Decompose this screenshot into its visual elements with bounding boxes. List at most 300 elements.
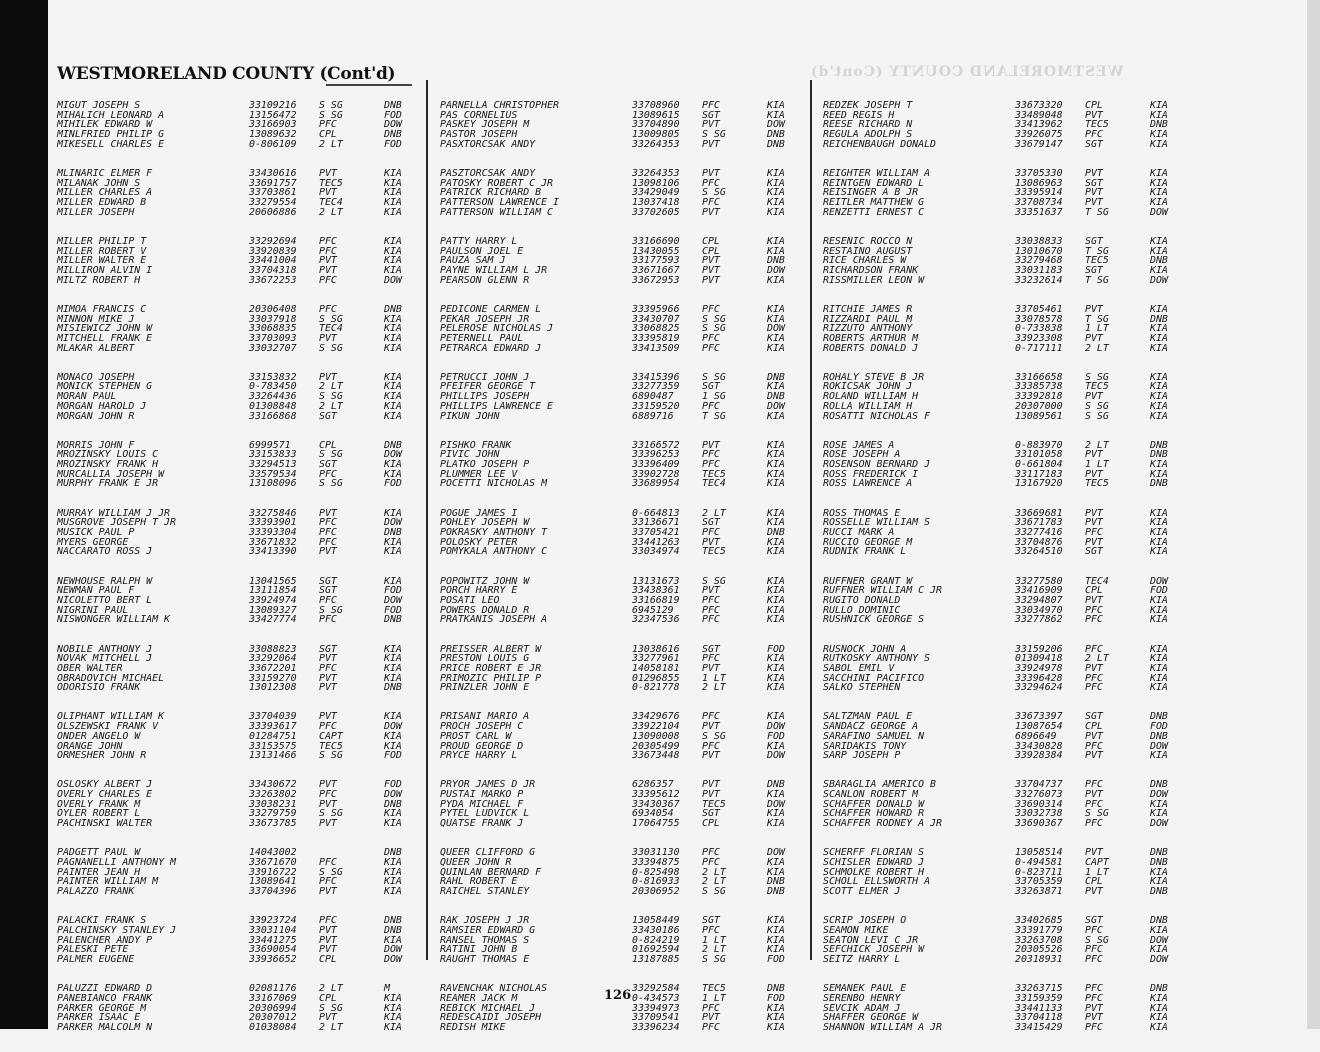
roster-rank: CAPT bbox=[1085, 857, 1109, 868]
roster-serial: 14058181 bbox=[632, 662, 680, 674]
roster-rank: 2 LT bbox=[319, 381, 343, 393]
roster-name: REBICK MICHAEL J bbox=[440, 1002, 536, 1014]
roster-rank: PVT bbox=[319, 255, 337, 267]
roster-status: DOW bbox=[1150, 274, 1168, 286]
roster-rank: PFC bbox=[319, 303, 337, 315]
roster-name: PACHINSKI WALTER bbox=[57, 818, 153, 830]
roster-rank: S SG bbox=[319, 808, 343, 820]
roster-serial: 33704039 bbox=[249, 711, 297, 723]
roster-name: RULLO DOMINIC bbox=[823, 604, 901, 616]
roster-name: PRESTON LOUIS G bbox=[440, 653, 530, 665]
roster-status: DNB bbox=[384, 129, 402, 141]
roster-name: PRYOR JAMES D JR bbox=[440, 779, 536, 791]
roster-name: SARIDAKIS TONY bbox=[823, 740, 907, 752]
roster-serial: 6934054 bbox=[632, 808, 674, 820]
roster-rank: S SG bbox=[1085, 808, 1109, 820]
roster-name: NOVAK MITCHELL J bbox=[57, 653, 153, 665]
roster-status: DOW bbox=[767, 847, 785, 859]
roster-rank: CPL bbox=[319, 129, 337, 141]
roster-name: MILLER WALTER E bbox=[57, 255, 147, 267]
roster-rank: PFC bbox=[319, 517, 337, 529]
roster-status: KIA bbox=[384, 857, 402, 868]
roster-rank: PVT bbox=[702, 585, 720, 597]
roster-name: SEAMON MIKE bbox=[823, 924, 889, 936]
roster-rank: TEC5 bbox=[702, 546, 726, 558]
roster-serial: 20307012 bbox=[249, 1012, 297, 1024]
roster-serial: 33396428 bbox=[1015, 672, 1063, 684]
roster-status: KIA bbox=[767, 653, 785, 665]
roster-rank: PFC bbox=[702, 527, 720, 538]
roster-name: RUFFNER GRANT W bbox=[823, 575, 913, 587]
roster-rank: 1 LT bbox=[702, 934, 726, 946]
roster-rank: PFC bbox=[1085, 682, 1103, 694]
roster-rank: PVT bbox=[702, 779, 720, 791]
roster-name: NOBILE ANTHONY J bbox=[57, 643, 153, 655]
roster-serial: 33031104 bbox=[249, 924, 297, 936]
roster-status: KIA bbox=[1150, 1021, 1168, 1033]
roster-serial: 20306952 bbox=[632, 886, 680, 898]
roster-serial: 33924974 bbox=[249, 594, 297, 606]
roster-status: KIA bbox=[1150, 750, 1168, 762]
roster-serial: 0-733838 bbox=[1015, 323, 1063, 335]
roster-status: KIA bbox=[1150, 662, 1168, 674]
roster-serial: 20307000 bbox=[1015, 400, 1063, 412]
roster-status: KIA bbox=[767, 818, 785, 830]
roster-status: DOW bbox=[384, 954, 402, 965]
roster-rank: S SG bbox=[702, 187, 726, 199]
page-number: 126 bbox=[604, 988, 632, 1003]
roster-serial: 33394973 bbox=[632, 1002, 680, 1014]
roster-rank: PVT bbox=[702, 167, 720, 179]
roster-status: KIA bbox=[1150, 992, 1168, 1004]
roster-serial: 33263802 bbox=[249, 789, 297, 801]
roster-serial: 33166572 bbox=[632, 439, 680, 451]
roster-status: DOW bbox=[767, 750, 785, 762]
roster-status: DNB bbox=[384, 439, 402, 451]
roster-name: PATOSKY ROBERT C JR bbox=[440, 177, 553, 189]
roster-status: KIA bbox=[384, 992, 402, 1004]
roster-name: RISSMILLER LEON W bbox=[823, 274, 925, 286]
roster-status: KIA bbox=[384, 672, 402, 684]
roster-serial: 0-434573 bbox=[632, 992, 680, 1004]
roster-serial: 33292064 bbox=[249, 653, 297, 665]
roster-name: PARKER MALCOLM N bbox=[57, 1021, 153, 1033]
roster-serial: 33704318 bbox=[249, 264, 297, 276]
roster-name: RANSEL THOMAS S bbox=[440, 934, 530, 946]
roster-serial: 33395612 bbox=[632, 789, 680, 801]
roster-status: KIA bbox=[384, 876, 402, 888]
roster-serial: 13086963 bbox=[1015, 177, 1063, 189]
roster-name: PFEIFER GEORGE T bbox=[440, 381, 536, 393]
roster-serial: 0-824219 bbox=[632, 934, 680, 946]
roster-status: DOW bbox=[384, 789, 402, 801]
roster-status: FOD bbox=[384, 779, 402, 791]
roster-serial: 33672253 bbox=[249, 274, 297, 286]
roster-serial: 33159359 bbox=[1015, 992, 1063, 1004]
roster-name: SEITZ HARRY L bbox=[823, 954, 901, 965]
roster-rank: CPL bbox=[1085, 721, 1103, 733]
roster-status: DNB bbox=[384, 798, 402, 810]
roster-status: KIA bbox=[384, 886, 402, 898]
roster-serial: 33673785 bbox=[249, 818, 297, 830]
roster-serial: 33679147 bbox=[1015, 138, 1063, 150]
roster-status: DNB bbox=[384, 847, 402, 859]
roster-status: DOW bbox=[767, 798, 785, 810]
roster-rank: PFC bbox=[319, 662, 337, 674]
roster-status: KIA bbox=[1150, 410, 1168, 422]
roster-rank: PVT bbox=[319, 187, 337, 199]
roster-status: FOD bbox=[767, 992, 785, 1004]
roster-name: QUATSE FRANK J bbox=[440, 818, 524, 830]
roster-status: KIA bbox=[1150, 507, 1168, 519]
roster-name: MUSICK PAUL P bbox=[57, 527, 135, 538]
roster-rank: PVT bbox=[1085, 332, 1103, 344]
roster-rank: TEC5 bbox=[702, 798, 726, 810]
roster-rank: PVT bbox=[1085, 303, 1103, 315]
roster-status: KIA bbox=[767, 682, 785, 694]
roster-name: QUINLAN BERNARD F bbox=[440, 866, 542, 878]
column-divider bbox=[810, 80, 812, 960]
roster-name: RESTAINO AUGUST bbox=[823, 245, 913, 257]
roster-serial: 33153832 bbox=[249, 371, 297, 383]
roster-status: KIA bbox=[1150, 264, 1168, 276]
roster-rank: PVT bbox=[319, 507, 337, 519]
roster-rank: 2 LT bbox=[1085, 342, 1109, 354]
roster-rank: PVT bbox=[702, 750, 720, 762]
roster-rank: S SG bbox=[702, 371, 726, 383]
roster-rank: PFC bbox=[319, 235, 337, 247]
roster-rank: SGT bbox=[319, 410, 337, 422]
roster-rank: PVT bbox=[702, 662, 720, 674]
roster-rank: PVT bbox=[1085, 391, 1103, 403]
roster-name: SCHOLL ELLSWORTH A bbox=[823, 876, 931, 888]
roster-serial: 13098106 bbox=[632, 177, 680, 189]
roster-serial: 0-717111 bbox=[1015, 342, 1063, 354]
roster-rank: PVT bbox=[1085, 109, 1103, 121]
roster-rank: SGT bbox=[1085, 138, 1103, 150]
roster-rank: PFC bbox=[702, 594, 720, 606]
roster-rank: PFC bbox=[1085, 527, 1103, 538]
roster-name: PATTERSON LAWRENCE I bbox=[440, 197, 559, 208]
roster-rank: PFC bbox=[1085, 983, 1103, 995]
roster-rank: PVT bbox=[319, 944, 337, 956]
roster-rank: 2 LT bbox=[702, 866, 726, 878]
roster-serial: 13111854 bbox=[249, 585, 297, 597]
roster-serial: 33396234 bbox=[632, 1021, 680, 1033]
roster-name: PRISANI MARIO A bbox=[440, 711, 530, 723]
roster-serial: 33277359 bbox=[632, 381, 680, 393]
roster-serial: 33923308 bbox=[1015, 332, 1063, 344]
roster-status: FOD bbox=[1150, 721, 1168, 733]
roster-serial: 13041565 bbox=[249, 575, 297, 587]
roster-status: KIA bbox=[767, 235, 785, 247]
roster-serial: 33166819 bbox=[632, 594, 680, 606]
roster-name: PANEBIANCO FRANK bbox=[57, 992, 153, 1004]
roster-serial: 33395914 bbox=[1015, 187, 1063, 199]
roster-status: DOW bbox=[384, 944, 402, 956]
roster-name: SEVCIK ADAM J bbox=[823, 1002, 901, 1014]
roster-status: DOW bbox=[384, 594, 402, 606]
roster-name: MONACO JOSEPH bbox=[57, 371, 135, 383]
roster-serial: 33704737 bbox=[1015, 779, 1063, 791]
roster-name: NIGRINI PAUL bbox=[57, 604, 129, 616]
roster-rank: CPL bbox=[319, 439, 337, 451]
roster-name: PEARSON GLENN R bbox=[440, 274, 530, 286]
roster-name: PAINTER WILLIAM M bbox=[57, 876, 159, 888]
roster-name: RUGITO DONALD bbox=[823, 594, 901, 606]
roster-name: NEWHOUSE RALPH W bbox=[57, 575, 153, 587]
roster-serial: 33294624 bbox=[1015, 682, 1063, 694]
roster-status: DNB bbox=[384, 527, 402, 538]
roster-rank: S SG bbox=[319, 109, 343, 121]
roster-serial: 13131466 bbox=[249, 750, 297, 762]
roster-rank: TEC4 bbox=[1085, 575, 1109, 587]
roster-status: KIA bbox=[384, 245, 402, 257]
roster-status: KIA bbox=[384, 197, 402, 208]
roster-name: RAHL ROBERT E bbox=[440, 876, 518, 888]
roster-rank: PVT bbox=[702, 789, 720, 801]
roster-status: KIA bbox=[1150, 138, 1168, 150]
roster-serial: 01308848 bbox=[249, 400, 297, 412]
roster-status: DNB bbox=[767, 876, 785, 888]
roster-rank: PVT bbox=[702, 274, 720, 286]
roster-name: REITLER MATTHEW G bbox=[823, 197, 925, 208]
roster-name: POKRASKY ANTHONY T bbox=[440, 527, 548, 538]
roster-name: POLOSKY PETER bbox=[440, 536, 518, 548]
roster-serial: 33396409 bbox=[632, 459, 680, 471]
roster-name: MILLIRON ALVIN I bbox=[57, 264, 153, 276]
roster-status: DNB bbox=[767, 255, 785, 267]
roster-serial: 33136671 bbox=[632, 517, 680, 529]
roster-status: KIA bbox=[384, 818, 402, 830]
roster-name: PARKER ISAAC E bbox=[57, 1012, 141, 1024]
roster-rank: PFC bbox=[319, 536, 337, 548]
roster-status: KIA bbox=[767, 313, 785, 325]
roster-name: PAS CORNELIUS bbox=[440, 109, 518, 121]
roster-name: MILANAK JOHN S bbox=[57, 177, 141, 189]
roster-name: REAMER JACK M bbox=[440, 992, 518, 1004]
roster-status: KIA bbox=[384, 662, 402, 674]
roster-serial: 13012308 bbox=[249, 682, 297, 694]
roster-rank: PFC bbox=[702, 100, 720, 111]
roster-rank: S SG bbox=[1085, 400, 1109, 412]
roster-serial: 33441275 bbox=[249, 934, 297, 946]
roster-name: SARP JOSEPH P bbox=[823, 750, 901, 762]
roster-serial: 33430367 bbox=[632, 798, 680, 810]
roster-rank: PVT bbox=[702, 138, 720, 150]
roster-status: KIA bbox=[1150, 197, 1168, 208]
roster-status: M bbox=[384, 983, 390, 995]
roster-serial: 33923724 bbox=[249, 915, 297, 927]
roster-serial: 0-664813 bbox=[632, 507, 680, 519]
roster-serial: 33068835 bbox=[249, 323, 297, 335]
roster-rank: PVT bbox=[319, 371, 337, 383]
roster-serial: 33689954 bbox=[632, 478, 680, 490]
roster-name: RUDNIK FRANK L bbox=[823, 546, 907, 558]
roster-serial: 33413390 bbox=[249, 546, 297, 558]
roster-name: RAUGHT THOMAS E bbox=[440, 954, 530, 965]
roster-rank: SGT bbox=[319, 575, 337, 587]
roster-serial: 01692594 bbox=[632, 944, 680, 956]
roster-status: DOW bbox=[767, 400, 785, 412]
roster-serial: 33427774 bbox=[249, 614, 297, 626]
roster-name: MORGAN JOHN R bbox=[57, 410, 135, 422]
roster-status: KIA bbox=[384, 575, 402, 587]
roster-rank: S SG bbox=[702, 886, 726, 898]
roster-status: DOW bbox=[767, 119, 785, 131]
roster-rank: T SG bbox=[702, 410, 726, 422]
roster-serial: 33264436 bbox=[249, 391, 297, 403]
roster-rank: TEC5 bbox=[1085, 119, 1109, 131]
roster-serial: 13089561 bbox=[1015, 410, 1063, 422]
roster-serial: 33276073 bbox=[1015, 789, 1063, 801]
roster-rank: S SG bbox=[319, 391, 343, 403]
roster-rank: PVT bbox=[319, 1012, 337, 1024]
roster-serial: 33673320 bbox=[1015, 100, 1063, 111]
roster-rank: PFC bbox=[319, 614, 337, 626]
roster-status: KIA bbox=[1150, 682, 1168, 694]
roster-rank: CPL bbox=[1085, 585, 1103, 597]
roster-status: KIA bbox=[384, 866, 402, 878]
roster-rank: S SG bbox=[319, 478, 343, 490]
roster-status: DNB bbox=[1150, 730, 1168, 742]
roster-rank: PFC bbox=[319, 915, 337, 927]
roster-rank: PFC bbox=[1085, 1021, 1103, 1033]
roster-rank: PVT bbox=[1085, 468, 1103, 480]
roster-status: KIA bbox=[767, 672, 785, 684]
roster-serial: 33705330 bbox=[1015, 167, 1063, 179]
roster-name: MIMOA FRANCIS C bbox=[57, 303, 147, 315]
roster-status: DOW bbox=[1150, 206, 1168, 218]
roster-serial: 33088823 bbox=[249, 643, 297, 655]
roster-status: KIA bbox=[1150, 323, 1168, 335]
roster-serial: 13089632 bbox=[249, 129, 297, 141]
roster-name: RIZZARDI PAUL M bbox=[823, 313, 913, 325]
roster-name: PAULSON JOEL E bbox=[440, 245, 524, 257]
roster-name: PUSTAI MARKO P bbox=[440, 789, 524, 801]
roster-serial: 13167920 bbox=[1015, 478, 1063, 490]
roster-serial: 33277961 bbox=[632, 653, 680, 665]
roster-name: ORMESHER JOHN R bbox=[57, 750, 147, 762]
roster-rank: PVT bbox=[319, 332, 337, 344]
roster-name: RICE CHARLES W bbox=[823, 255, 907, 267]
roster-status: KIA bbox=[384, 536, 402, 548]
roster-serial: 13037418 bbox=[632, 197, 680, 208]
roster-serial: 33392818 bbox=[1015, 391, 1063, 403]
roster-name: NACCARATO ROSS J bbox=[57, 546, 153, 558]
roster-status: DNB bbox=[767, 138, 785, 150]
roster-name: SABOL EMIL V bbox=[823, 662, 895, 674]
roster-serial: 33166658 bbox=[1015, 371, 1063, 383]
roster-serial: 33117183 bbox=[1015, 468, 1063, 480]
roster-name: PRYCE HARRY L bbox=[440, 750, 518, 762]
roster-rank: T SG bbox=[1085, 206, 1109, 218]
roster-serial: 33709541 bbox=[632, 1012, 680, 1024]
roster-rank: 2 LT bbox=[319, 138, 343, 150]
roster-status: KIA bbox=[1150, 1002, 1168, 1014]
roster-name: SCOTT ELMER J bbox=[823, 886, 901, 898]
roster-rank: CPL bbox=[319, 992, 337, 1004]
roster-serial: 33705461 bbox=[1015, 303, 1063, 315]
roster-serial: 33166690 bbox=[632, 235, 680, 247]
roster-rank: S SG bbox=[702, 129, 726, 141]
roster-rank: PVT bbox=[1085, 449, 1103, 461]
roster-name: MINLFRIED PHILIP G bbox=[57, 129, 165, 141]
roster-rank: PFC bbox=[702, 614, 720, 626]
roster-serial: 33672201 bbox=[249, 662, 297, 674]
roster-serial: 33579534 bbox=[249, 468, 297, 480]
roster-rank: CPL bbox=[1085, 876, 1103, 888]
roster-name: PROCH JOSEPH C bbox=[440, 721, 524, 733]
roster-name: RAICHEL STANLEY bbox=[440, 886, 530, 898]
roster-status: KIA bbox=[384, 653, 402, 665]
roster-rank: T SG bbox=[1085, 313, 1109, 325]
roster-rank: PVT bbox=[319, 682, 337, 694]
roster-rank: PVT bbox=[1085, 187, 1103, 199]
roster-status: DOW bbox=[384, 449, 402, 461]
roster-status: DNB bbox=[1150, 857, 1168, 868]
roster-status: KIA bbox=[1150, 129, 1168, 141]
roster-status: DOW bbox=[767, 264, 785, 276]
roster-status: KIA bbox=[384, 400, 402, 412]
roster-serial: 01038084 bbox=[249, 1021, 297, 1033]
roster-name: PATTERSON WILLIAM C bbox=[440, 206, 553, 218]
roster-status: FOD bbox=[384, 604, 402, 616]
roster-serial: 6890487 bbox=[632, 391, 674, 403]
roster-serial: 33263715 bbox=[1015, 983, 1063, 995]
roster-name: REDZEK JOSEPH T bbox=[823, 100, 913, 111]
roster-status: DNB bbox=[767, 527, 785, 538]
roster-serial: 0-494581 bbox=[1015, 857, 1063, 868]
roster-name: PARKER GEORGE M bbox=[57, 1002, 147, 1014]
roster-name: PALCHINSKY STANLEY J bbox=[57, 924, 176, 936]
roster-serial: 33704876 bbox=[1015, 536, 1063, 548]
roster-rank: PFC bbox=[1085, 672, 1103, 684]
roster-name: MORRIS JOHN F bbox=[57, 439, 135, 451]
roster-name: POWERS DONALD R bbox=[440, 604, 530, 616]
roster-status: DNB bbox=[1150, 711, 1168, 723]
roster-serial: 0-806109 bbox=[249, 138, 297, 150]
roster-name: PALAZZO FRANK bbox=[57, 886, 135, 898]
roster-status: DNB bbox=[384, 614, 402, 626]
roster-serial: 33920839 bbox=[249, 245, 297, 257]
roster-serial: 33705421 bbox=[632, 527, 680, 538]
roster-serial: 20305526 bbox=[1015, 944, 1063, 956]
roster-serial: 20306408 bbox=[249, 303, 297, 315]
roster-name: PRINZLER JOHN E bbox=[440, 682, 530, 694]
roster-name: SACCHINI PACIFICO bbox=[823, 672, 925, 684]
roster-name: PASXTORCSAK ANDY bbox=[440, 138, 536, 150]
roster-serial: 33292694 bbox=[249, 235, 297, 247]
roster-name: RAMSIER EDWARD G bbox=[440, 924, 536, 936]
roster-status: KIA bbox=[1150, 332, 1168, 344]
roster-status: DNB bbox=[384, 303, 402, 315]
roster-name: MILTZ ROBERT H bbox=[57, 274, 141, 286]
roster-name: PIVIC JOHN bbox=[440, 449, 500, 461]
roster-status: DNB bbox=[767, 129, 785, 141]
roster-serial: 33153833 bbox=[249, 449, 297, 461]
roster-status: KIA bbox=[767, 789, 785, 801]
roster-name: POMYKALA ANTHONY C bbox=[440, 546, 548, 558]
roster-rank: 2 LT bbox=[319, 400, 343, 412]
roster-rank: PFC bbox=[702, 847, 720, 859]
roster-status: KIA bbox=[767, 614, 785, 626]
roster-status: KIA bbox=[767, 332, 785, 344]
roster-status: DOW bbox=[767, 721, 785, 733]
roster-rank: TEC5 bbox=[1085, 381, 1109, 393]
roster-serial: 0-783450 bbox=[249, 381, 297, 393]
roster-rank: PFC bbox=[319, 527, 337, 538]
